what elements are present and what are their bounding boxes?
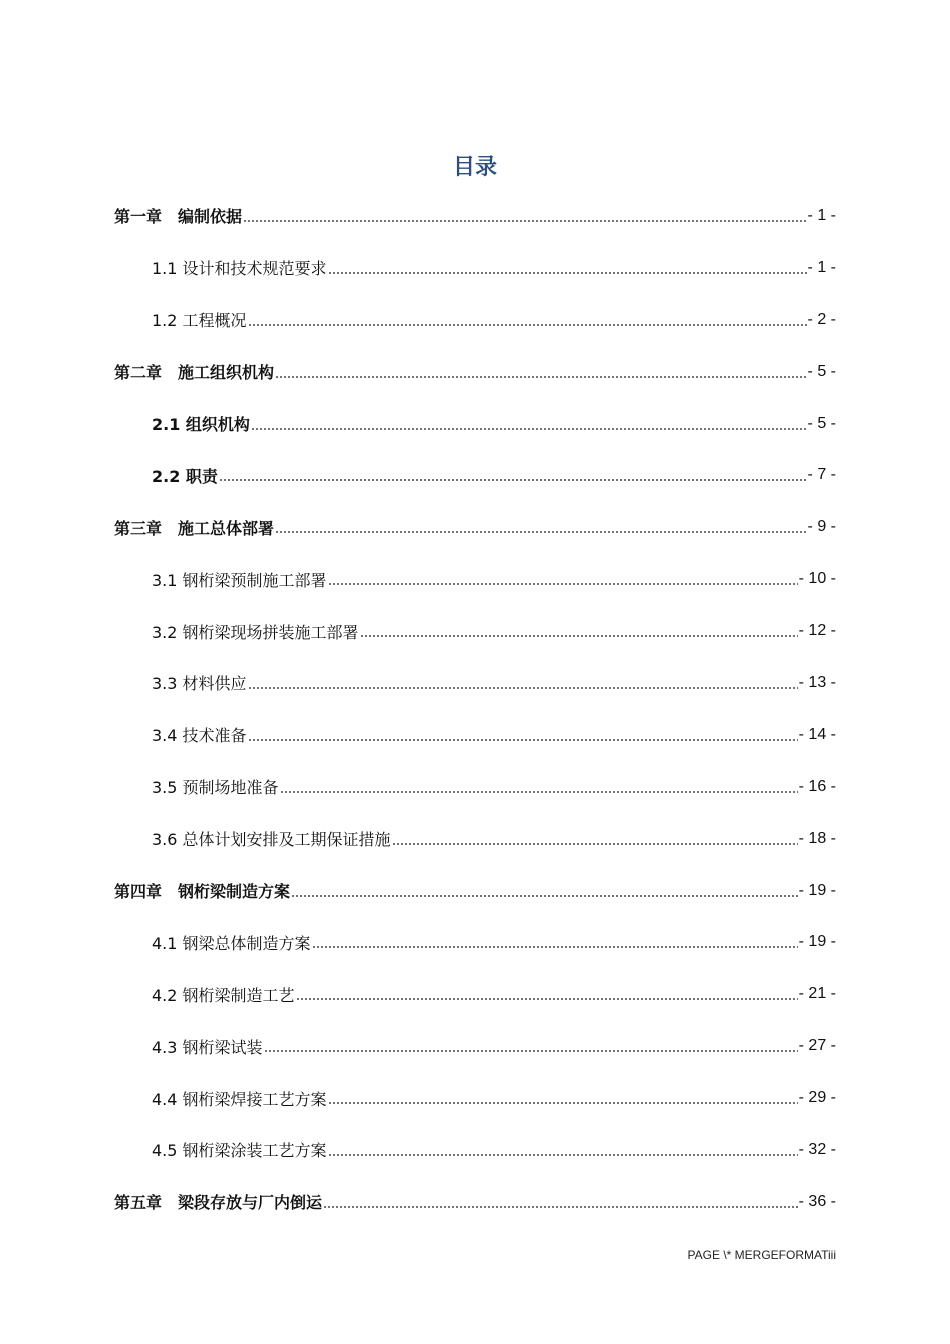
toc-page-number: - 5 -	[807, 414, 836, 432]
toc-dot-leader	[219, 477, 807, 483]
toc-entry[interactable]	[114, 449, 836, 501]
toc-dot-leader	[243, 218, 807, 224]
toc-entry-label: 1.2 工程概况	[152, 311, 247, 331]
toc-entry-label: 第一章 编制依据	[114, 207, 243, 227]
toc-dot-leader	[328, 270, 807, 276]
toc-entry[interactable]	[114, 1176, 836, 1228]
toc-dot-leader	[323, 1204, 798, 1210]
toc-entry-label: 3.2 钢桁梁现场拼装施工部署	[152, 622, 359, 642]
toc-entry-label: 4.5 钢桁梁涂装工艺方案	[152, 1141, 327, 1161]
toc-page-number: - 19 -	[798, 933, 836, 951]
toc-page-number: - 10 -	[798, 570, 836, 588]
toc-page-number: - 18 -	[798, 829, 836, 847]
toc-entry-label: 3.3 材料供应	[152, 674, 247, 694]
toc-entry-label: 4.2 钢桁梁制造工艺	[152, 985, 295, 1005]
toc-entry[interactable]	[114, 242, 836, 294]
toc-entry-label: 1.1 设计和技术规范要求	[152, 259, 327, 279]
toc-page-number: - 19 -	[798, 881, 836, 899]
toc-page-number: - 21 -	[798, 985, 836, 1003]
toc-entry[interactable]	[114, 761, 836, 813]
toc-dot-leader	[280, 789, 798, 795]
toc-entry[interactable]	[114, 1124, 836, 1176]
toc-dot-leader	[275, 529, 807, 535]
toc-entry[interactable]	[114, 190, 836, 242]
toc-page-number: - 5 -	[807, 362, 836, 380]
toc-dot-leader	[248, 737, 798, 743]
toc-dot-leader	[291, 893, 798, 899]
toc-entry-label: 第三章 施工总体部署	[114, 518, 275, 538]
toc-page-number: - 13 -	[798, 673, 836, 691]
toc-entry-label: 第四章 钢桁梁制造方案	[114, 882, 291, 902]
toc-page-number: - 32 -	[798, 1140, 836, 1158]
toc-entry[interactable]	[114, 657, 836, 709]
toc-entry[interactable]	[114, 346, 836, 398]
toc-dot-leader	[360, 633, 798, 639]
toc-entry[interactable]	[114, 916, 836, 968]
toc-page-number: - 14 -	[798, 725, 836, 743]
toc-dot-leader	[248, 685, 798, 691]
toc-entry[interactable]	[114, 968, 836, 1020]
toc-dot-leader	[392, 841, 798, 847]
toc-entry-label: 4.1 钢梁总体制造方案	[152, 933, 311, 953]
table-of-contents	[114, 190, 836, 1228]
toc-entry-label: 2.1 组织机构	[152, 415, 250, 434]
toc-entry-label: 4.3 钢桁梁试装	[152, 1037, 263, 1057]
toc-page-number: - 1 -	[807, 258, 836, 276]
toc-dot-leader	[296, 996, 798, 1002]
toc-dot-leader	[328, 581, 798, 587]
toc-entry[interactable]	[114, 1020, 836, 1072]
toc-page-number: - 1 -	[807, 206, 836, 224]
toc-entry[interactable]	[114, 553, 836, 605]
toc-entry[interactable]	[114, 294, 836, 346]
toc-entry-label: 3.1 钢桁梁预制施工部署	[152, 570, 327, 590]
toc-entry[interactable]	[114, 605, 836, 657]
toc-entry-label: 3.4 技术准备	[152, 726, 247, 746]
toc-entry-label: 2.2 职责	[152, 466, 218, 486]
toc-entry[interactable]	[114, 1072, 836, 1124]
toc-page-number: - 7 -	[807, 466, 836, 484]
toc-dot-leader	[251, 426, 807, 432]
toc-dot-leader	[264, 1048, 798, 1054]
toc-page-number: - 2 -	[807, 310, 836, 328]
toc-entry[interactable]	[114, 865, 836, 917]
toc-entry-label: 3.5 预制场地准备	[152, 778, 279, 798]
toc-page-number: - 29 -	[798, 1089, 836, 1107]
toc-entry[interactable]	[114, 501, 836, 553]
toc-entry-label: 3.6 总体计划安排及工期保证措施	[152, 830, 391, 850]
toc-dot-leader	[328, 1152, 798, 1158]
toc-page-number: - 27 -	[798, 1037, 836, 1055]
toc-dot-leader	[248, 322, 807, 328]
page-footer: PAGE \* MERGEFORMATiii	[687, 1248, 836, 1262]
toc-dot-leader	[275, 374, 807, 380]
toc-dot-leader	[328, 1100, 798, 1106]
toc-dot-leader	[312, 944, 798, 950]
toc-entry-label: 第五章 梁段存放与厂内倒运	[114, 1193, 323, 1213]
toc-page-number: - 36 -	[798, 1192, 836, 1210]
toc-page-number: - 16 -	[798, 777, 836, 795]
page-title: 目录	[452, 155, 497, 180]
toc-entry[interactable]	[114, 398, 836, 450]
toc-page-number: - 9 -	[807, 518, 836, 536]
toc-page-number: - 12 -	[798, 622, 836, 640]
toc-entry-label: 第二章 施工组织机构	[114, 363, 275, 383]
toc-entry[interactable]	[114, 813, 836, 865]
toc-entry[interactable]	[114, 709, 836, 761]
toc-entry-label: 4.4 钢桁梁焊接工艺方案	[152, 1089, 327, 1109]
